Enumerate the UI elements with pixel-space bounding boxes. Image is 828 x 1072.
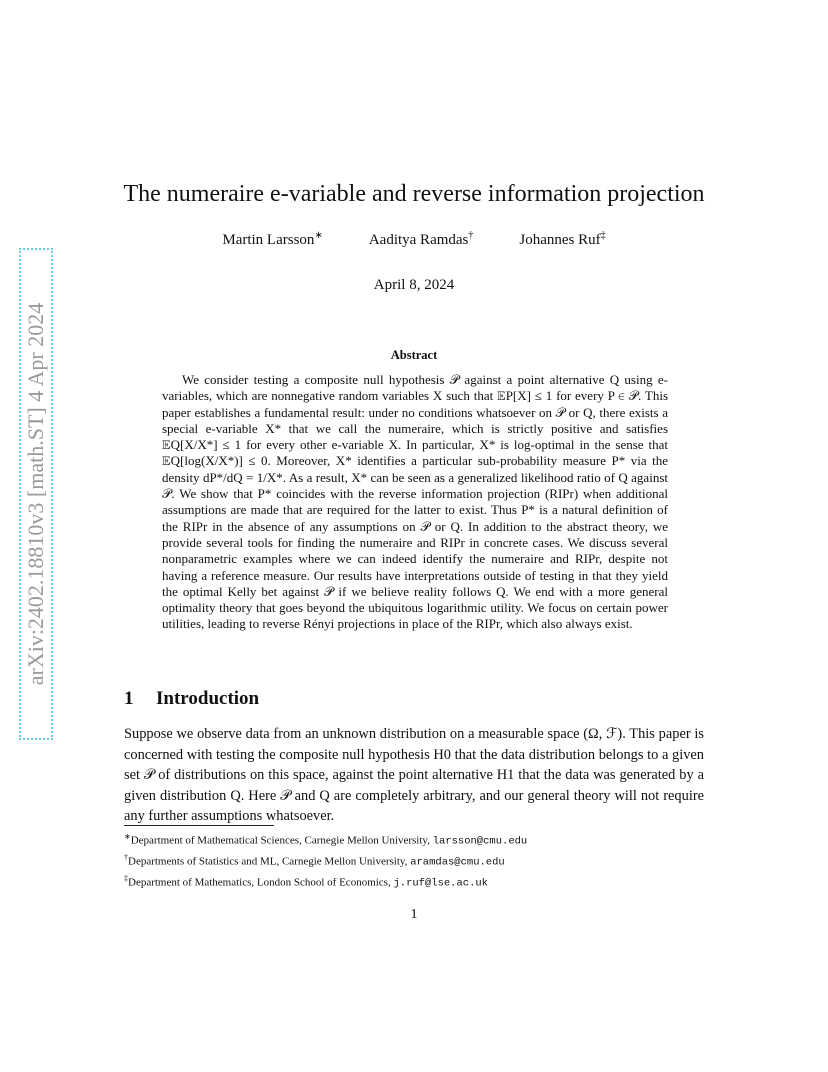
section-title: Introduction: [156, 688, 260, 709]
abstract-heading: Abstract: [390, 348, 438, 362]
author: Aaditya Ramdas†: [368, 230, 474, 248]
email: j.ruf@lse.ac.uk: [393, 877, 488, 890]
footnote: ∗Department of Mathematical Sciences, Carnegie Mellon University, larsson@cmu.edu: [124, 832, 528, 848]
paper-date: April 8, 2024: [373, 277, 455, 293]
paper-title: The numeraire e-variable and reverse information projection: [123, 181, 705, 207]
email: larsson@cmu.edu: [432, 835, 528, 848]
introduction-paragraph: Suppose we observe data from an unknown distribution on a measurable space (Ω, ℱ). This paper is concerned with testing the composite null hypothesis H0 that the data distribution belongs to a given set 𝒫 of distributions on this space, against the point alternative H1 that the data was generated by a given distribution Q. Here 𝒫 and Q are completely arbitrary, and our general theory will not require any further assumptions whatsoever.: [124, 726, 704, 824]
section-heading: [124, 688, 259, 710]
section-number: 1: [124, 688, 134, 709]
arxiv-stamp-text: arXiv:2402.18810v3 [math.ST] 4 Apr 2024: [23, 302, 48, 686]
abstract-text: We consider testing a composite null hypothesis 𝒫 against a point alternative Q using e-variables, which are nonnegative random variables X such that 𝔼P[X] ≤ 1 for every P ∈ 𝒫. This paper establishes a fundamental result: under no conditions whatsoever on 𝒫 or Q, there exists a special e-variable X* that we call the numeraire, which is strictly positive and satisfies 𝔼Q[X/X*] ≤ 1 for every other e-variable X. In particular, X* is log-optimal in the sense that 𝔼Q[log(X/X*)] ≤ 0. Moreover, X* identifies a particular sub-probability measure P* via the density dP*/dQ = 1/X*. As a result, X* can be seen as a generalized likelihood ratio of Q against 𝒫. We show that P* coincides with the reverse information projection (RIPr) when additional assumptions are made that are required for the latter to exist. Thus P* is a natural definition of the RIPr in the absence of any assumptions on 𝒫 or Q. In addition to the abstract theory, we provide several tools for finding the numeraire and RIPr in concrete cases. We discuss several nonparametric examples where we can indeed identify the numeraire and RIPr, despite not having a reference measure. Our results have interpretations outside of testing in that they yield the optimal Kelly bet against 𝒫 if we believe reality follows Q. We end with a more general optimality theory that goes beyond the ubiquitous logarithmic utility. We focus on certain power utilities, leading to reverse Rényi projections in place of the RIPr, which also always exist.: [162, 372, 668, 632]
arxiv-stamp: [19, 248, 53, 740]
author: Martin Larsson∗: [222, 230, 323, 248]
author: Johannes Ruf‡: [519, 230, 606, 248]
email: aramdas@cmu.edu: [410, 856, 505, 869]
footnotes: [124, 829, 724, 892]
footnote: ‡Department of Mathematics, London School of Economics, j.ruf@lse.ac.uk: [124, 874, 488, 890]
footnote-divider: [124, 825, 274, 826]
page-number: 1: [410, 907, 418, 922]
author-list: [0, 230, 828, 249]
footnote: †Departments of Statistics and ML, Carnegie Mellon University, aramdas@cmu.edu: [124, 853, 505, 869]
